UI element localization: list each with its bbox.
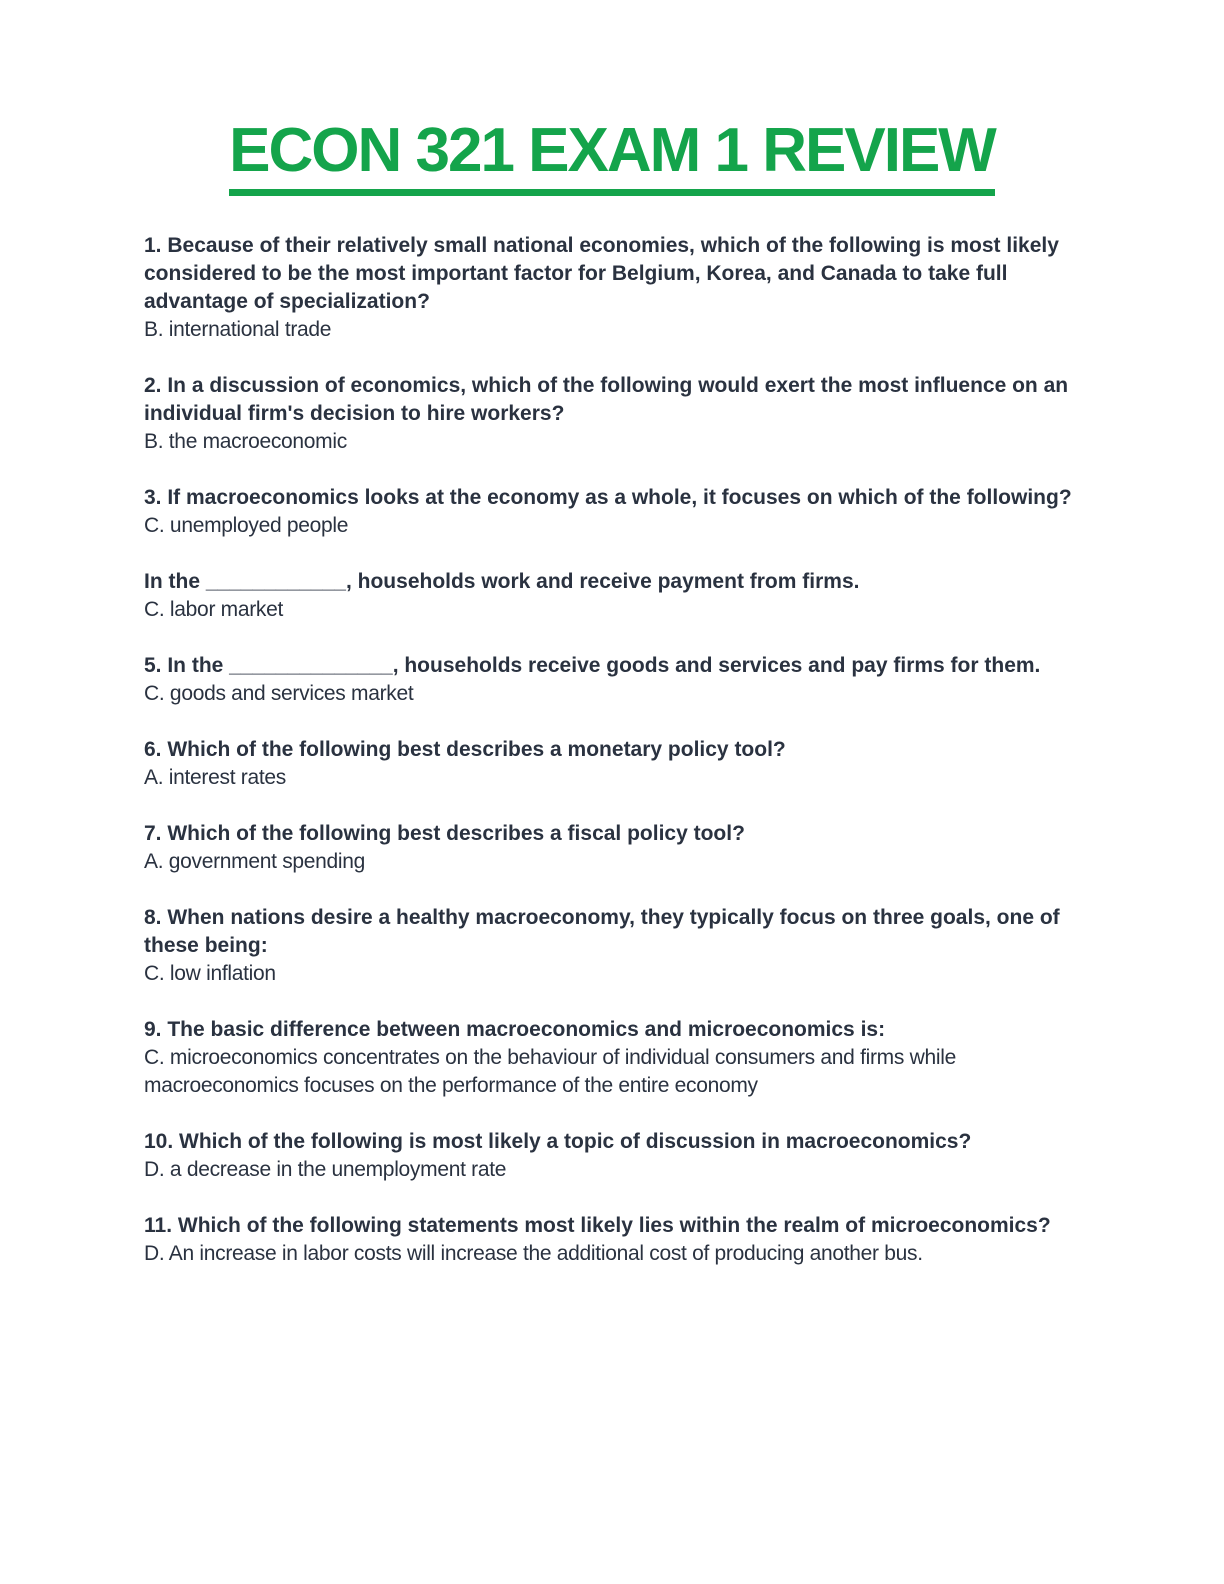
question-block-3 — [144, 484, 1080, 540]
answer-text: A. interest rates — [144, 766, 286, 790]
question-text: 8. When nations desire a healthy macroeconomy, they typically focus on three goals, one of these being: — [144, 906, 1060, 958]
answer-text: A. government spending — [144, 850, 366, 874]
question-text: 5. In the ______________, households receive goods and services and pay firms for them. — [144, 654, 1041, 678]
answer-text: C. low inflation — [144, 962, 276, 986]
answer-text: C. unemployed people — [144, 514, 349, 538]
page-title: ECON 321 EXAM 1 REVIEW — [229, 118, 995, 196]
question-block-5 — [144, 652, 1080, 708]
question-text: 1. Because of their relatively small national economies, which of the following is most likely considered to be the most important factor for Belgium, Korea, and Canada to take full advantage of specialization? — [144, 234, 1059, 314]
question-block-4 — [144, 568, 1080, 624]
question-block-2 — [144, 372, 1080, 456]
question-text: 3. If macroeconomics looks at the economy as a whole, it focuses on which of the following? — [144, 486, 1072, 510]
answer-text: D. An increase in labor costs will increase the additional cost of producing another bus. — [144, 1242, 923, 1266]
answer-text: D. a decrease in the unemployment rate — [144, 1158, 507, 1182]
question-block-1 — [144, 232, 1080, 344]
answer-text: C. microeconomics concentrates on the behaviour of individual consumers and firms while macroeconomics focuses on the performance of the entire economy — [144, 1046, 956, 1098]
question-block-9 — [144, 1016, 1080, 1100]
title-container — [144, 118, 1080, 196]
question-text: 10. Which of the following is most likely a topic of discussion in macroeconomics? — [144, 1130, 972, 1154]
question-text: 7. Which of the following best describes a fiscal policy tool? — [144, 822, 745, 846]
question-block-10 — [144, 1128, 1080, 1184]
answer-text: B. international trade — [144, 318, 332, 342]
question-block-6 — [144, 736, 1080, 792]
question-text: 11. Which of the following statements most likely lies within the realm of microeconomics? — [144, 1214, 1051, 1238]
question-text: 2. In a discussion of economics, which of the following would exert the most influence on an individual firm's decision to hire workers? — [144, 374, 1069, 426]
answer-text: C. labor market — [144, 598, 284, 622]
answer-text: C. goods and services market — [144, 682, 414, 706]
question-text: 6. Which of the following best describes a monetary policy tool? — [144, 738, 786, 762]
question-block-8 — [144, 904, 1080, 988]
question-text: 9. The basic difference between macroeconomics and microeconomics is: — [144, 1018, 886, 1042]
questions-list — [144, 232, 1080, 1268]
question-block-7 — [144, 820, 1080, 876]
question-text: In the ____________, households work and receive payment from firms. — [144, 570, 860, 594]
answer-text: B. the macroeconomic — [144, 430, 347, 454]
question-block-11 — [144, 1212, 1080, 1268]
